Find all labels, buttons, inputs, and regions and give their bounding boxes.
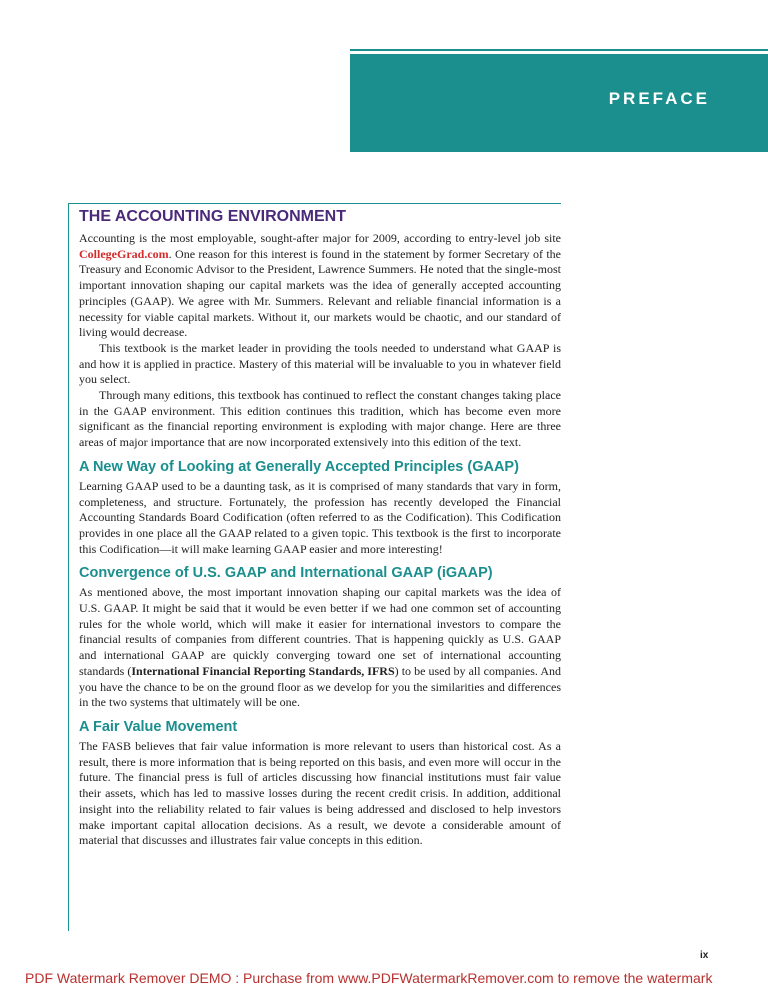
paragraph-fair-value: The FASB believes that fair value information is more relevant to users than historical cost. As a result, there is more information that is being reported on this basis, and even more will occur in the future. The financial press is full of articles discussing how financial institutions must fair value their assets, which has led to massive losses during the recent credit crisis. In addition, additional insight into the reliability related to fair values is being addressed and disclosed to help investors make important capital allocation decisions. As a result, we devote a considerable amount of material that discusses and illustrates fair value concepts in this edition. bbox=[79, 738, 561, 848]
igaap-text-end: ) to be used by all companies. And you have the chance to be on the ground floor as we develop for you the similarities and differences in the two systems that ultimately will be one. bbox=[79, 663, 561, 710]
intro-text-end: . One reason for this interest is found in the statement by former Secretary of the Treasury and Economic Advisor to the President, Lawrence Summers. He noted that the single-most important innovation shaping our capital markets was the idea of generally accepted accounting principles (GAAP). We agree with Mr. Summers. Relevant and reliable financial information is a necessity for viable capital markets. Without it, our markets would be chaotic, and our standard of living would decrease. bbox=[79, 246, 561, 340]
ifrs-term: International Financial Reporting Standards, IFRS bbox=[131, 663, 395, 678]
subheading-igaap: Convergence of U.S. GAAP and International GAAP (iGAAP) bbox=[79, 565, 493, 582]
watermark-text: PDF Watermark Remover DEMO : Purchase from www.PDFWatermarkRemover.com to remove the watermark bbox=[25, 970, 713, 986]
header-rule bbox=[350, 49, 768, 51]
collegegrad-link[interactable]: CollegeGrad.com bbox=[79, 246, 169, 261]
paragraph-igaap bbox=[79, 585, 561, 711]
intro-text-start: Accounting is the most employable, sought-after major for 2009, according to entry-level job site bbox=[79, 231, 561, 245]
main-content bbox=[79, 203, 561, 849]
paragraph-editions: Through many editions, this textbook has continued to reflect the constant changes taking place in the GAAP environment. This edition continues this tradition, which has become even more significant as the financial reporting environment is exploding with major change. Here are three areas of major importance that are now incorporated extensively into this edition of the text. bbox=[79, 388, 561, 450]
paragraph-gaap: Learning GAAP used to be a daunting task, as it is comprised of many standards that vary in form, completeness, and structure. Fortunately, the profession has recently developed the Financial Accounting Standards Board Codification (often referred to as the Codification). This Codification provides in one place all the GAAP related to a given topic. This textbook is the first to incorporate this Codification—it will make learning GAAP easier and more interesting! bbox=[79, 478, 561, 556]
section-left-bar bbox=[68, 203, 69, 931]
igaap-text-start: As mentioned above, the most important innovation shaping our capital markets was the idea of U.S. GAAP. It might be said that it would be even better if we had one common set of accounting rules for the whole world, which will make it easier for international investors to compare the financial results of companies from different countries. That is happening quickly as U.S. GAAP and international GAAP are quickly converging toward one set of international accounting standards ( bbox=[79, 585, 561, 678]
intro-paragraph bbox=[79, 231, 561, 341]
subheading-fair-value: A Fair Value Movement bbox=[79, 718, 238, 735]
preface-title: PREFACE bbox=[608, 89, 710, 108]
subheading-gaap: A New Way of Looking at Generally Accepted Principles (GAAP) bbox=[79, 458, 519, 475]
preface-banner bbox=[350, 54, 768, 152]
page-number: ix bbox=[700, 950, 709, 961]
section-heading-accounting-environment: THE ACCOUNTING ENVIRONMENT bbox=[79, 208, 346, 225]
paragraph-market-leader: This textbook is the market leader in providing the tools needed to understand what GAAP is and how it is applied in practice. Mastery of this material will be invaluable to you in whatever field you select. bbox=[79, 340, 561, 387]
